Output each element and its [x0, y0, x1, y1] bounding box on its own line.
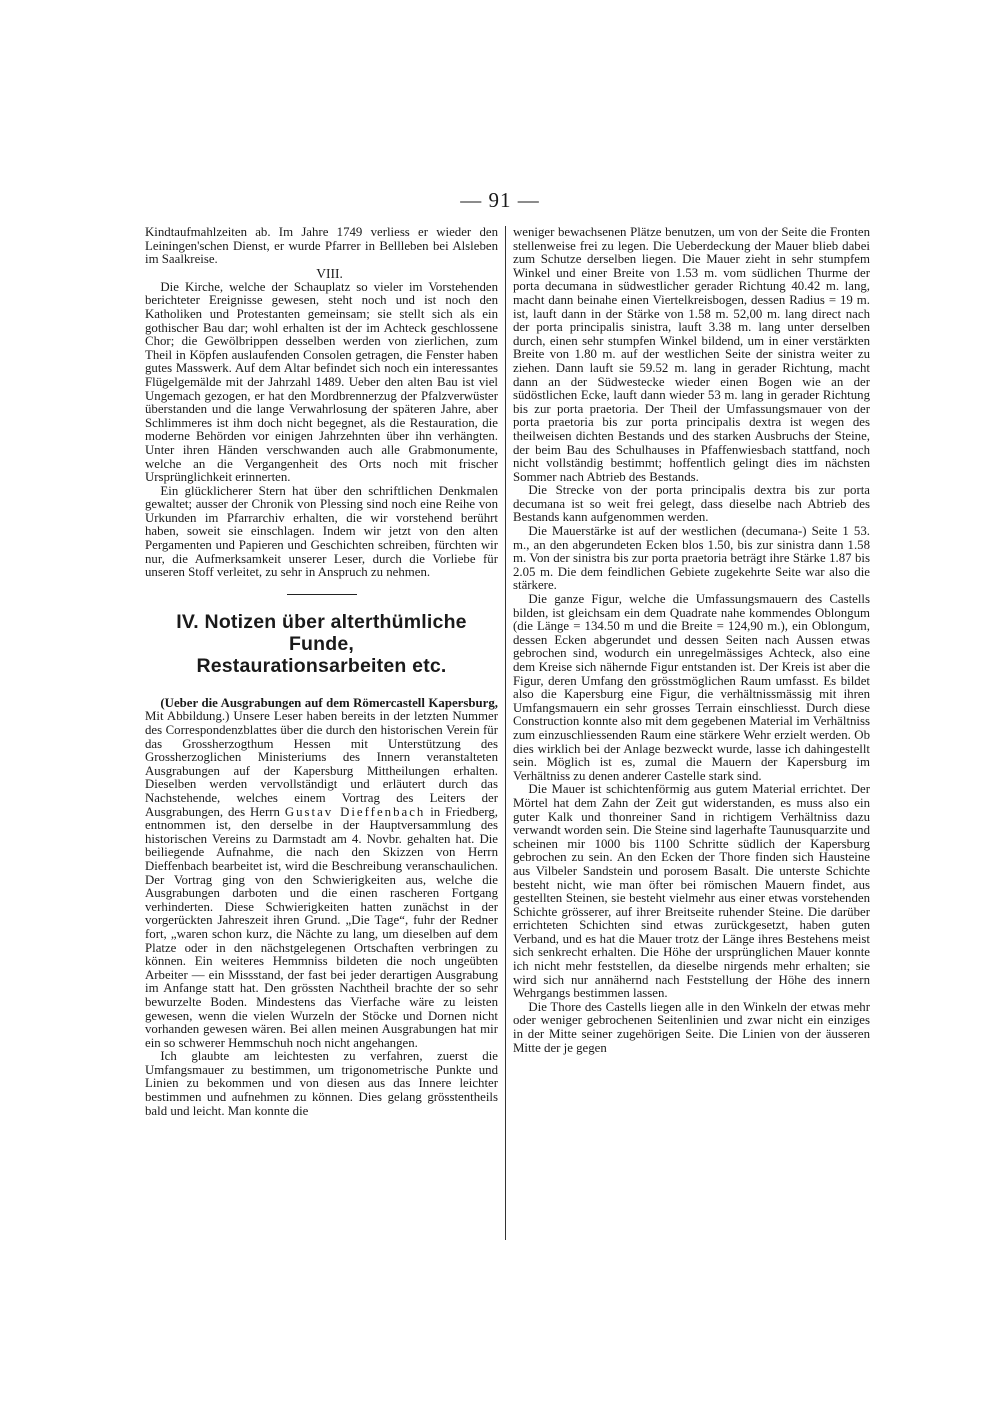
paragraph: Die Mauer ist schichtenförmig aus gutem Material errichtet. Der Mörtel hat dem Zahn der Zeit gut widerstanden, es muss also ein guter Kalk und thonreiner Sand in richtigem Verhältniss dazu verwandt worden sein. Die Steine sind lagerhafte Taunusquarzite und scheinen mir 1000 bis 1100 Schritte südlich der Kapersburg gebrochen zu sein. An den Ecken der Thore finden sich Hausteine aus Vilbeler Sandstein und porosem Basalt. Die unterste Schichte besteht nicht, wie man öfter bei römischen Mauern findet, aus gestellten Steinen, sie besteht vielmehr aus einer etwas vorstehenden Schichte grösserer, auf ihrer Breitseite ruhender Steine. Die darüber errichteten Schichten sind etwas zurückgesetzt, haben guten Verband, und es hat die Mauer trotz der Länge ihres Bestehens meist sich senkrecht erhalten. Die Höhe der ursprünglichen Mauer konnte ich nicht mehr feststellen, da dieselbe nirgends mehr erhalten; sie wird sich nur annähernd nach Feststellung der Höhe des innern Wehrgangs bestimmen lassen.	[513, 782, 870, 1001]
paragraph: Die Kirche, welche der Schauplatz so vieler im Vorstehenden berichteter Ereignisse gewesen, steht noch und ist noch den Katholiken und Protestanten gemeinsam; sie stellt sich als ein gothischer Bau dar; wohl erhalten ist der im Achteck geschlossene Chor; die Gewölbrippen desselben werden von zierlichen, zum Theil in Köpfen auslaufenden Consolen getragen, die Fenster haben gutes Masswerk. Auf dem Altar befindet sich noch ein interessantes Flügelgemälde mit der Jahrzahl 1489. Ueber den alten Bau ist viel Ungemach gezogen, er hat den Mordbrennerzug der Pfalzverwüster überstanden und die lange Verwahrlosung der späteren Jahre, aber Schlimmeres ist ihm doch nicht begegnet, als die Restauration, die moderne Behörden vor einigen Jahrzehnten über ihn verhängten. Unter ihren Händen verschwanden auch alle Grabmonumente, welche an die Vergangenheit des Orts noch mit frischer Ursprünglichkeit erinnerten.	[145, 279, 498, 485]
divider-line	[287, 594, 357, 595]
author-name: Gustav Dieffenbach	[284, 804, 426, 819]
text-run: in Friedberg, entnommen ist, den derselbe in der Hauptversammlung des historischen Vereins zu Darmstadt am 4. Novbr. gehalten hat. Die beiliegende Aufnahme, die nach den Skizzen von Herrn Dieffenbach bearbeitet ist, wird die Beschreibung veranschaulichen. Der Vortrag ging von den Schwierigkeiten aus, welche die Ausgrabungen darboten und die einen rascheren Fortgang verhinderten. Diese Schwierigkeiten hatten zunächst in der vorgerückten Jahreszeit ihren Grund. „Die Tage“, fuhr der Redner fort, „waren schon kurz, die Nächte zu lang, um dieselben auf dem Platze oder in den nächstgelegenen Ortschaften verbringen zu können. Ein weiteres Hemmniss bildeten die noch ungeübten Arbeiter — ein Missstand, der fast bei jeder derartigen Ausgrabung im Anfange statt hat. Den grössten Nachtheil brachte der so sehr bewurzelte Boden. Mindestens das Vierfache wäre zu leisten gewesen, wenn die vielen Wurzeln der Stöcke und Dornen nicht vorhanden gewesen wären. Bei allen meinen Ausgrabungen hat mir ein so schwerer Hemmschuh noch nicht angehangen.	[145, 804, 498, 1050]
paragraph	[145, 697, 498, 1050]
heading-line: IV. Notizen über alterthümliche Funde,	[176, 610, 467, 655]
heading-line: Restaurationsarbeiten etc.	[196, 654, 447, 677]
left-column	[145, 226, 498, 1118]
paragraph: Ein glücklicherer Stern hat über den schriftlichen Denkmalen gewaltet; ausser der Chronik von Plessing sind noch eine Reihe von Urkunden im Pfarrarchiv erhalten, die wir vorstehend berührt haben, soweit sie einschlagen. Indem wir jetzt von den alten Pergamenten und Papieren und Geschichten schreiben, fürchten wir nur, die Aufmerksamkeit unserer Leser, durch die Vorliebe für unseren Stoff verleitet, zu sehr in Anspruch zu nehmen.	[145, 483, 498, 580]
paragraph: Die Mauerstärke ist auf der westlichen (decumana-) Seite 1 53. m., an den abgerundeten Ecken blos 1.50, bis zur sinistra dann 1.58 m. Von der sinistra bis zur porta praetoria beträgt ihre Stärke 1.87 bis 2.05 m. Die dem feindlichen Gebiete zugekehrte Seite war also die stärkere.	[513, 524, 870, 593]
section-heading	[145, 611, 498, 677]
article-lead: (Ueber die Ausgrabungen auf dem Römercastell Kapersburg,	[160, 695, 498, 710]
right-column	[513, 226, 870, 1055]
paragraph: Die Thore des Castells liegen alle in den Winkeln der etwas mehr oder weniger gebrochenen Seitenlinien und zwar nicht ein einziges in der Mitte seiner zugehörigen Seite. Die Linien von der äusseren Mitte der je gegen	[513, 999, 870, 1055]
paragraph: Ich glaubte am leichtesten zu verfahren, zuerst die Umfangsmauer zu bestimmen, um trigonometrische Punkte und Linien zu bekommen und von diesen aus das Innere leichter bestimmen und aufnehmen zu können. Dies gelang grösstentheils bald und leicht. Man konnte die	[145, 1049, 498, 1118]
paragraph: Die Strecke von der porta principalis dextra bis zur porta decumana ist so weit frei gelegt, dass dieselbe nach Abtrieb des Bestands kann aufgenommen werden.	[513, 483, 870, 525]
paragraph: Kindtaufmahlzeiten ab. Im Jahre 1749 verliess er wieder den Leiningen'schen Dienst, er wurde Pfarrer in Bellleben bei Alsleben im Saalkreise.	[145, 225, 498, 267]
text-run: Mit Abbildung.) Unsere Leser haben bereits in der letzten Nummer des Correspondenzblattes über die durch den historischen Verein für das Grossherzogthum Hessen mit Unterstützung des Grossherzoglichen Ministeriums des Innern veranstalteten Ausgrabungen auf der Kapersburg Mittheilungen erhalten. Dieselben werden vervollständigt und erläutert durch das Nachstehende, welches einem Vortrag des Leiters der Ausgrabungen, des Herrn	[145, 709, 498, 819]
page-number: — 91 —	[460, 188, 540, 212]
column-rule	[505, 226, 506, 1240]
paragraph: Die ganze Figur, welche die Umfassungsmauern des Castells bilden, ist gleichsam ein dem Quadrate nahe kommendes Oblongum (die Länge = 134.50 m und die Breite = 124,90 m.), ein Oblongum, dessen Ecken abgerundet und dessen Seiten nach Aussen etwas gebrochen sind, wodurch ein unregelmässiges Achteck, also eine dem Kreise sich nähernde Figur entstanden ist. Der Kreis ist aber die Figur, deren Umfang den grösstmöglichen Raum umfasst. Es bildet also die Kapersburg eine Figur, die verhältnissmässig mit ihren Umfangsmauern ein sehr grosses Terrain einschliesst. Durch diese Construction konnte also mit dem gegebenen Material im Verhältniss zum einzuschliessenden Raum eine stärkere Wehr erzielt werden. Ob dies wirklich bei der Anlage bezweckt wurde, lasse ich dahingestellt sein. Möglich ist es, zumal die Mauern der Kapersburg im Verhältniss zu denen anderer Castelle stark sind.	[513, 592, 870, 783]
paragraph: weniger bewachsenen Plätze benutzen, um von der Seite die Fronten stellenweise frei zu legen. Die Ueberdeckung der Mauer blieb dabei zum Schutze derselben liegen. Die Mauer zieht in sehr stumpfem Winkel und einer Breite von 1.53 m. vom südlichen Thurme der porta decumana in südwestlicher gerader Richtung 40.42 m. lang, macht dann beinahe einen Viertelkreisbogen, dessen Radius = 19 m. ist, lauft dann in der Stärke von 1.58 m. 52,00 m. lang direct nach der porta principalis sinistra, lauft 3.38 m. lang unter derselben durch, einen sehr stumpfen Winkel bildend, um in einer verstärkten Breite von 1.80 m. auf der westlichen Seite der sinistra weiter zu ziehen. Dann lauft sie 59.52 m. lang in gerader Richtung, macht dann an der Südwestecke wieder einen Bogen wie an der südöstlichen Ecke, lauft dann wieder 53 m. lang in gerader Richtung bis zur porta praetoria. Der Theil der Umfassungsmauer von der porta praetoria bis zur porta principalis dextra ist wegen des theilweisen dichten Bestands und des starken Ausbruchs der Steine, der beim Bau des Schulhauses in Pfaffenwiesbach stattfand, noch nicht vollständig bestimmt; hoffentlich gelingt dies im nächsten Sommer nach Abtrieb des Bestands.	[513, 225, 870, 484]
section-number: VIII.	[316, 265, 343, 281]
